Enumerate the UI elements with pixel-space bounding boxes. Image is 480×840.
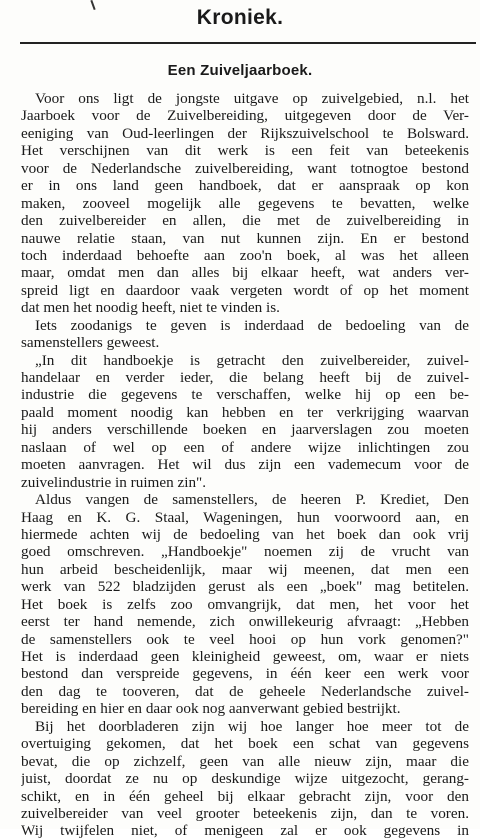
text-line: Iets zoodanigs te geven is inderdaad de bedoeling van de [35,316,469,334]
text-line: schikt, en in één geheel bij elkaar gebracht zijn, voor den [21,787,469,805]
text-line: paald moment noodig kan hebben en ter verkrijging waarvan [21,403,469,421]
text-line: maar, omdat men dan alles bij elkaar heeft, wat anders ver- [21,264,469,282]
text-line: moeten aanvragen. Het wil dus zijn een vademecum voor de [21,456,469,474]
text-line: er in ons land geen handboek, dat er aanspraak op kon [21,177,469,195]
text-line: den zuivelbereider en allen, die met de zuivelbereiding in [21,212,469,230]
text-line: bestond dan verspreide gegevens, in één keer een werk voor [21,665,469,683]
text-line: bevat, die op zichzelf, geen van alle nieuw zijn, maar die [21,752,469,770]
text-line: maken, zooveel mogelijk alle gegevens te bevatten, welke [21,194,469,212]
text-line: den dag te tooveren, dat de geheele Nederlandsche zuivel- [21,682,469,700]
text-line: hij anders verschillende boeken en jaarverslagen zou moeten [21,421,469,439]
section-title: Kroniek. [196,6,284,29]
text-line: nauwe relatie staan, van nut kunnen zijn. En er bestond [21,229,469,247]
header-rule [20,42,476,44]
text-line: handelaar en verder ieder, die belang heeft bij de zuivel- [21,369,469,386]
text-line: zuivelbereider van veel grooter beteekenis zijn, dan te voren. [21,804,469,822]
text-line: Voor ons ligt de jongste uitgave op zuivelgebied, n.l. het [35,90,469,107]
text-line: goed omschreven. „Handboekje" noemen zij de vrucht van [21,543,469,561]
text-line: Het boek is zelfs zoo omvangrijk, dat men, het voor het [21,595,469,613]
text-line: naslaan of wel op een of andere wijze inlichtingen zou [21,438,469,456]
text-line: „In dit handboekje is getracht den zuivelbereider, zuivel- [35,351,469,369]
text-line: eerst ter hand nemende, zich onwillekeurig afvraagt: „Hebben [21,613,469,631]
text-line: samenstellers geweest. [21,334,160,352]
article-body [21,90,469,840]
text-line: de samenstellers ook te veel hooi op hun vork genomen?" [21,630,469,648]
article-title: Een Zuiveljaarboek. [167,62,313,79]
text-line: Wij twijfelen niet, of menigeen zal er ook gegevens in [21,822,469,840]
text-line: zuivelindustrie in ruimen zin". [21,473,207,491]
text-line: hun arbeid bescheidenlijk, maar wij meenen, dat men een [21,560,469,578]
text-line: toch inderdaad behoefte aan zoo'n boek, al was het alleen [21,246,469,264]
text-line: eeniging van Oud-leerlingen der Rijkszuivelschool te Bolsward. [21,124,469,142]
text-line: werk van 522 bladzijden gerust als een „boek" mag betitelen. [21,578,469,596]
text-line: Aldus vangen de samenstellers, de heeren P. Krediet, Den [35,491,469,509]
text-line: juist, doordat ze nu op deskundige wijze uitgezocht, gerang- [21,770,469,788]
text-line: dat men het noodig heeft, niet te vinden is. [21,299,280,317]
text-line: Het verschijnen van dit werk is een feit van beteekenis [21,142,469,160]
text-line: overtuiging gekomen, dat het boek een schat van gegevens [21,735,469,753]
text-line: Bij het doorbladeren zijn wij hoe langer hoe meer tot de [35,717,469,735]
text-line: industrie die gegevens te verschaffen, welke hij op een be- [21,386,469,404]
text-line: hiermede achten wij de bedoeling van het boek dan ook vrij [21,525,469,543]
text-line: bereiding en hier en daar ook nog aanverwant gebied bestrijkt. [21,700,401,718]
text-line: spreid ligt en daardoor vaak vergeten wordt of op het moment [21,281,469,299]
text-line: Haag en K. G. Staal, Wageningen, hun voorwoord aan, en [21,508,469,526]
text-line: Het is inderdaad geen kleinigheid geweest, om, waar er niets [21,648,469,665]
text-line: voor de Nederlandsche zuivelbereiding, want totnogtoe bestond [21,159,469,177]
text-line: Jaarboek voor de Zuivelbereiding, uitgegeven door de Ver- [21,107,469,125]
